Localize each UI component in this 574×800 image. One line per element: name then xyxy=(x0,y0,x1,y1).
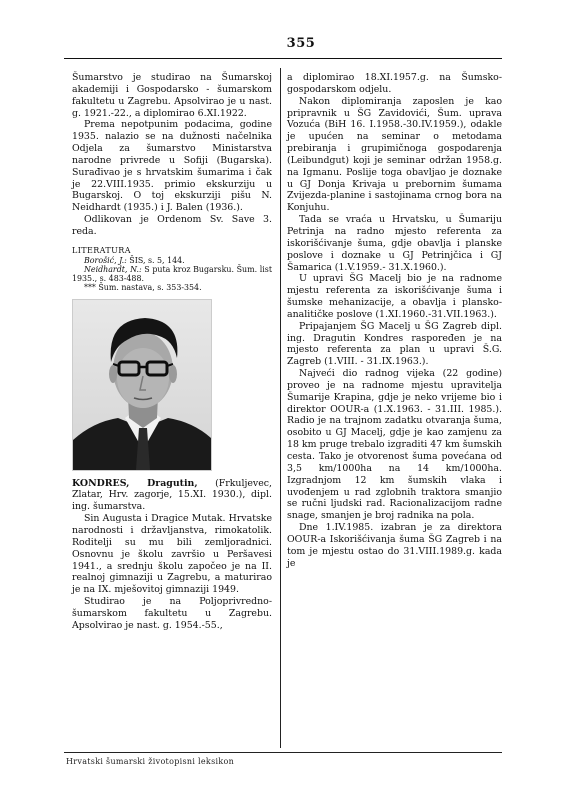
literature-author: Neidhardt, N.: xyxy=(84,265,142,275)
paragraph: Najveći dio radnog vijeka (22 godine) proveo je na radnome mjestu upravitelja Šumarije Krapina, gdje je neko vrijeme bio i direktor OOUR-a (1.X.1963. - 31.III. 1985.). Radio je na trajnom zadatku otvaranja šuma, osobito u GJ Macelj, gdje je kao zamjenu za 18 km pruge trebalo izgraditi 47 km šumskih cesta. Tako je otvorenost šuma povećana od 3,5 km/1000ha na 14 km/1000ha. Izgradnjom 12 km šumskih vlaka i uvođenjem u rad zglobnih traktora smanjio se ručni ljudski rad. Racionalizacijom radne snage, smanjen je broj radnika na pola. xyxy=(287,368,503,522)
paragraph: Sin Augusta i Dragice Mutak. Hrvatske narodnosti i državljanstva, rimokatolik. Roditelji su mu bili zemljoradnici. Osnovnu je školu završio u Peršavesi 1941., a srednju školu započeo je na II. realnoj gimnaziji u Zagrebu, a maturirao je na IX. mješovitoj gimnaziji 1949. xyxy=(72,513,272,596)
portrait-photo xyxy=(72,299,212,471)
paragraph: Nakon diplomiranja zaposlen je kao pripravnik u ŠG Zavidovići, Šum. uprava Vozuća (BiH 16. I.1958.-30.IV.1959.), odakle je upućen na seminar o metodama prebiranja i grupimičnoga gospodarenja (Leibundgut) koji je seminar održan 1958.g. na Igmanu. Poslije toga obavljao je doznake u GJ Donja Krivaja u prebornim šumama Zvijezda-planine i sastojinama crnog bora na Konjuhu. xyxy=(287,95,502,214)
entry-details: (Frkuljevec, Zlatar, Hrv. zagorje, 15.XI. 1930.), dipl. ing. šumarstva. xyxy=(72,477,272,513)
literature-item xyxy=(72,256,272,265)
paragraph: Šumarstvo je studirao na Šumarskoj akademiji i Gospodarsko - šumarskom fakultetu u Zagrebu. Apsolvirao je u nast. g. 1921.-22., a diplomirao 6.XI.1922. xyxy=(72,72,272,119)
page-number: 355 xyxy=(286,36,316,51)
footer-rule xyxy=(64,752,502,753)
literature-item: *** Šum. nastava, s. 353-354. xyxy=(84,283,202,293)
paragraph: Studirao je na Poljoprivredno-šumarskom fakultetu u Zagrebu. Apsolvirao je nast. g. 1954.-55., xyxy=(72,596,272,631)
column-divider xyxy=(280,68,281,748)
entry-name: KONDRES, Dragutin, xyxy=(72,477,198,489)
paragraph: Tada se vraća u Hrvatsku, u Šumariju Petrinja na radno mjesto referenta za iskorišćivanje šuma, gdje obavlja i planske poslove i doznake u GJ Petrinjčica i GJ Šamarica (1.V.1959.- 31.X.1960.). xyxy=(287,214,502,273)
literature-heading: LITERATURA xyxy=(72,245,131,255)
entry-heading xyxy=(72,478,272,514)
paragraph: Odlikovan je Ordenom Sv. Save 3. reda. xyxy=(72,214,272,237)
paragraph: Prema nepotpunim podacima, godine 1935. nalazio se na dužnosti načelnika Odjela za šumarstvo Ministarstva narodne privrede u Sofiji (Bugarska). Surađivao je s hrvatskim šumarima i čak je 22.VIII.1935. primio ekskurziju u Bugarskoj. O toj ekskurziji pišu N. Neidhardt (1935.) i J. Balen (1936.). xyxy=(72,119,272,214)
paragraph: U upravi ŠG Macelj bio je na radnome mjestu referenta za iskorišćivanje šuma i šumske mehanizacije, a obavlja i plansko-analitičke poslove (1.XI.1960.-31.VII.1963.). xyxy=(287,273,502,320)
literature-author: Borošić, J.: xyxy=(84,255,127,265)
right-column xyxy=(287,72,502,569)
left-column xyxy=(72,72,272,632)
literature-text: S puta kroz Bugarsku. Šum. list 1935., s. 483-488. xyxy=(72,265,272,284)
paragraph: a diplomirao 18.XI.1957.g. na Šumsko-gospodarskom odjelu. xyxy=(287,72,502,95)
footer-title: Hrvatski šumarski životopisni leksikon xyxy=(66,757,235,766)
literature-item xyxy=(72,265,272,283)
literature-text: ŠIS, s. 5, 144. xyxy=(126,255,185,265)
paragraph: Dne 1.IV.1985. izabran je za direktora OOUR-a Iskorišćivanja šuma ŠG Zagreb i na tom je mjestu ostao do 31.VIII.1989.g. kada je xyxy=(287,522,502,569)
header-rule xyxy=(64,58,502,59)
paragraph: Pripajanjem ŠG Macelj u ŠG Zagreb dipl. ing. Dragutin Kondres raspoređen je na mjesto referenta za plan u upravi Š.G. Zagreb (1.VIII. - 31.IX.1963.). xyxy=(287,320,502,368)
